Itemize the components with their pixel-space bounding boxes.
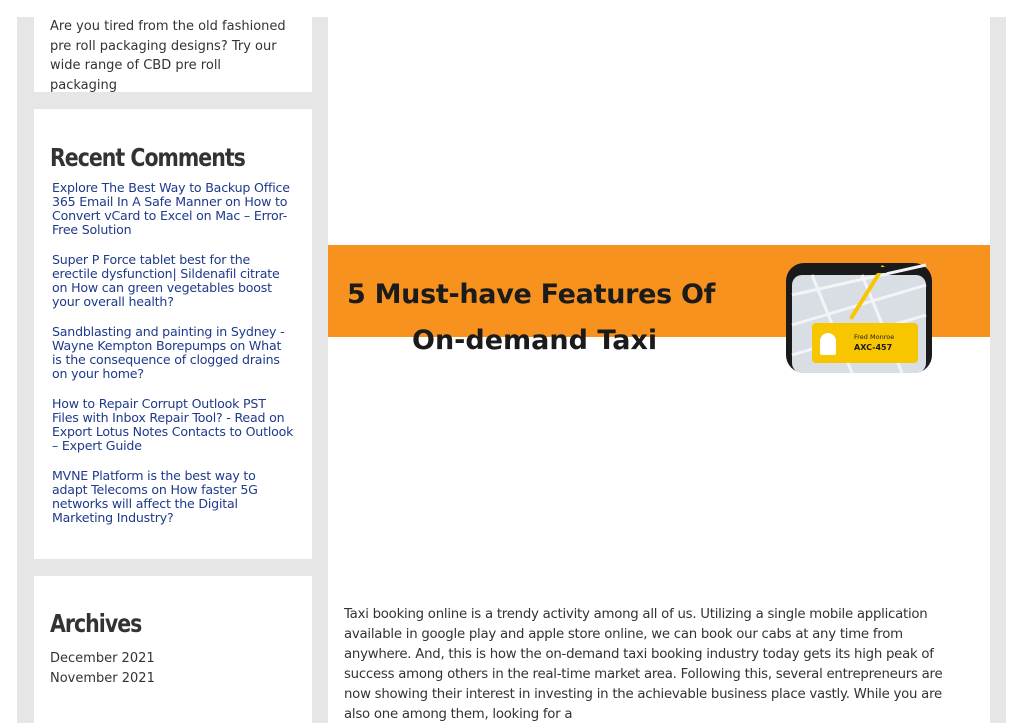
driver-avatar-icon [820,333,836,355]
phone-illustration [786,263,932,373]
featured-banner-image [328,245,990,356]
recent-comments-title: Recent Comments [50,143,245,172]
intro-widget [34,17,312,92]
driver-plate: AXC-457 [854,343,893,352]
banner-title-line2: On-demand Taxi [412,325,658,356]
driver-name: Fred Monroe [854,333,895,341]
recent-comments-list [52,181,294,541]
recent-comments-widget [34,109,312,559]
comment-link[interactable]: Super P Force tablet best for the erectile dysfunction| Sildenafil citrate on How can green vegetables boost your overall health? [52,252,280,309]
phone-notch [830,267,888,273]
archive-link-november-2021[interactable]: November 2021 [50,671,155,686]
main-content [328,17,990,723]
comment-link[interactable]: MVNE Platform is the best way to adapt Telecoms on How faster 5G networks will affect the Digital Marketing Industry? [52,468,258,525]
archives-title: Archives [50,609,142,638]
article-body: Taxi booking online is a trendy activity among all of us. Utilizing a single mobile application available in google play and apple store online, we can book our cabs at any time from anywhere. And, this is how the on-demand taxi booking industry today gets its high peak of success among others in the real-time market area. Following this, several entrepreneurs are now showing their interest in investing in the achievable business place vastly. While you are also one among them, looking for a [344,607,943,722]
comment-link[interactable]: How to Repair Corrupt Outlook PST Files with Inbox Repair Tool? - Read on Export Lotus Notes Contacts to Outlook – Expert Guide [52,396,294,453]
archives-widget [34,576,312,723]
comment-link[interactable]: Sandblasting and painting in Sydney - Wayne Kempton Borepumps on What is the consequence of clogged drains on your home? [52,324,285,381]
archive-link-december-2021[interactable]: December 2021 [50,651,155,666]
archives-list [50,649,155,689]
driver-card [812,323,918,363]
phone-map-screen [792,275,926,373]
intro-text: Are you tired from the old fashioned pre roll packaging designs? Try our wide range of CBD pre roll packaging [50,19,286,93]
banner-title: 5 Must-have Features Of [347,279,716,310]
comment-link[interactable]: Explore The Best Way to Backup Office 365 Email In A Safe Manner on How to Convert vCard to Excel on Mac – Error-Free Solution [52,180,290,237]
